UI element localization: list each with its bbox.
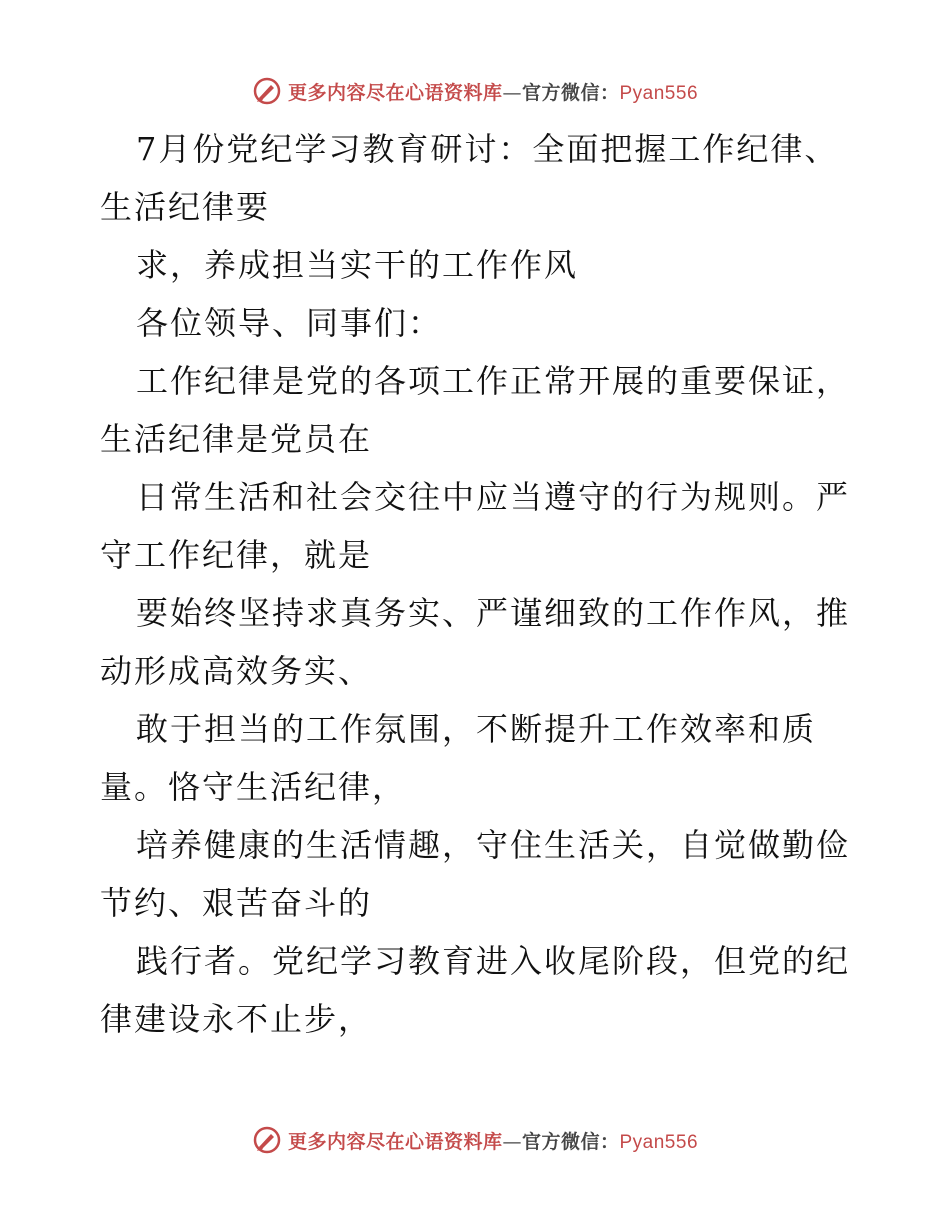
watermark-text xyxy=(288,1127,698,1154)
header-watermark xyxy=(0,71,950,111)
watermark-wechat-id: Pyan556 xyxy=(619,1131,699,1153)
doc-line: 动形成高效务实、 xyxy=(100,652,373,690)
doc-line: 各位领导、同事们： xyxy=(136,304,443,342)
watermark-dash: — xyxy=(502,1130,522,1153)
watermark-official-label: 官方微信： xyxy=(521,1130,620,1153)
watermark-official-label: 官方微信： xyxy=(521,81,620,104)
doc-line: 7月份党纪学习教育研讨：全面把握工作纪律、 xyxy=(136,130,839,168)
doc-line: 要始终坚持求真务实、严谨细致的工作作风，推 xyxy=(136,594,851,632)
doc-line: 节约、艰苦奋斗的 xyxy=(100,884,373,922)
doc-line: 生活纪律要 xyxy=(100,188,271,226)
doc-line: 守工作纪律，就是 xyxy=(100,536,373,574)
doc-line: 培养健康的生活情趣，守住生活关，自觉做勤俭 xyxy=(136,826,851,864)
doc-line: 敢于担当的工作氛围，不断提升工作效率和质 xyxy=(136,710,817,748)
pen-logo-icon xyxy=(252,76,282,106)
doc-line: 工作纪律是党的各项工作正常开展的重要保证， xyxy=(136,362,851,400)
doc-line: 律建设永不止步， xyxy=(100,1000,373,1038)
pen-logo-icon xyxy=(252,1125,282,1155)
document-body xyxy=(100,120,855,1048)
watermark-site: 更多内容尽在心语资料库 xyxy=(287,81,503,104)
doc-line: 日常生活和社会交往中应当遵守的行为规则。严 xyxy=(136,478,851,516)
doc-line: 量。恪守生活纪律， xyxy=(100,768,407,806)
doc-line: 求，养成担当实干的工作作风 xyxy=(136,246,579,284)
watermark-text xyxy=(288,78,698,105)
watermark-dash: — xyxy=(502,81,522,104)
watermark-site: 更多内容尽在心语资料库 xyxy=(287,1130,503,1153)
watermark-wechat-id: Pyan556 xyxy=(619,82,699,104)
doc-line: 践行者。党纪学习教育进入收尾阶段，但党的纪 xyxy=(136,942,851,980)
footer-watermark xyxy=(0,1120,950,1160)
doc-line: 生活纪律是党员在 xyxy=(100,420,373,458)
